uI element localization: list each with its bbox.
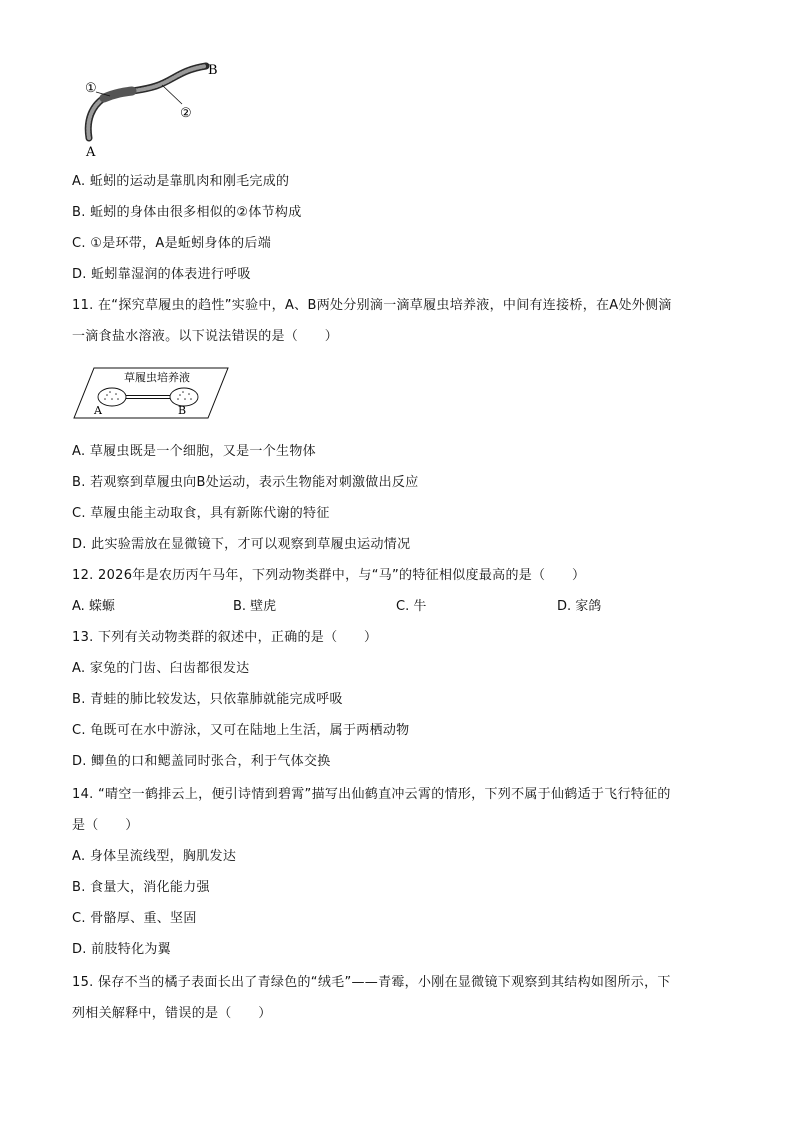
q14-option-c: C. 骨骼厚、重、坚固 — [72, 911, 197, 926]
q14-stem-line1: 14. “晴空一鹤排云上，便引诗情到碧霄”描写出仙鹤直冲云霄的情形，下列不属于仙鹤适于飞行特征的 — [72, 787, 671, 802]
slide-label-b: B — [178, 404, 187, 417]
q13-stem: 13. 下列有关动物类群的叙述中，正确的是（ ） — [72, 630, 378, 645]
q14-stem-line2: 是（ ） — [72, 818, 139, 833]
q12-option-c: C. 牛 — [396, 599, 427, 614]
paramecium-slide-figure — [72, 366, 232, 422]
q10-option-b: B. 蚯蚓的身体由很多相似的②体节构成 — [72, 205, 302, 220]
earthworm-label-b: B — [208, 63, 218, 78]
q12-option-b: B. 壁虎 — [233, 599, 277, 614]
q15-stem-line1: 15. 保存不当的橘子表面长出了青绿色的“绒毛”——青霉，小刚在显微镜下观察到其结构如图所示，下 — [72, 975, 671, 990]
q11-option-b: B. 若观察到草履虫向B处运动，表示生物能对刺激做出反应 — [72, 475, 419, 490]
q13-option-a: A. 家兔的门齿、臼齿都很发达 — [72, 661, 250, 676]
earthworm-figure — [76, 58, 226, 158]
q12-stem: 12. 2026年是农历丙午马年，下列动物类群中，与“马”的特征相似度最高的是（ ） — [72, 568, 586, 583]
q13-option-b: B. 青蛙的肺比较发达，只依靠肺就能完成呼吸 — [72, 692, 343, 707]
q11-stem-line1: 11. 在“探究草履虫的趋性”实验中，A、B两处分别滴一滴草履虫培养液，中间有连接桥，在A处外侧滴 — [72, 298, 672, 313]
q12-option-d: D. 家鸽 — [557, 599, 602, 614]
q11-option-a: A. 草履虫既是一个细胞，又是一个生物体 — [72, 444, 316, 459]
earthworm-label-2: ② — [180, 106, 192, 121]
slide-title: 草履虫培养液 — [124, 371, 190, 384]
q11-option-d: D. 此实验需放在显微镜下，才可以观察到草履虫运动情况 — [72, 537, 411, 552]
slide-label-a: A — [94, 404, 102, 417]
q12-option-a: A. 蝾螈 — [72, 599, 115, 614]
q10-option-a: A. 蚯蚓的运动是靠肌肉和刚毛完成的 — [72, 174, 290, 189]
q11-option-c: C. 草履虫能主动取食，具有新陈代谢的特征 — [72, 506, 330, 521]
earthworm-label-1: ① — [85, 81, 97, 96]
q10-option-c: C. ①是环带，A是蚯蚓身体的后端 — [72, 236, 271, 251]
q15-stem-line2: 列相关解释中，错误的是（ ） — [72, 1006, 272, 1021]
q11-stem-line2: 一滴食盐水溶液。以下说法错误的是（ ） — [72, 329, 339, 344]
q13-option-c: C. 龟既可在水中游泳，又可在陆地上生活，属于两栖动物 — [72, 723, 410, 738]
q13-option-d: D. 鲫鱼的口和鳃盖同时张合，利于气体交换 — [72, 754, 331, 769]
q10-option-d: D. 蚯蚓靠湿润的体表进行呼吸 — [72, 267, 251, 282]
q14-option-d: D. 前肢特化为翼 — [72, 942, 171, 957]
earthworm-label-a: A — [86, 145, 96, 158]
q14-option-a: A. 身体呈流线型，胸肌发达 — [72, 849, 237, 864]
q14-option-b: B. 食量大，消化能力强 — [72, 880, 210, 895]
